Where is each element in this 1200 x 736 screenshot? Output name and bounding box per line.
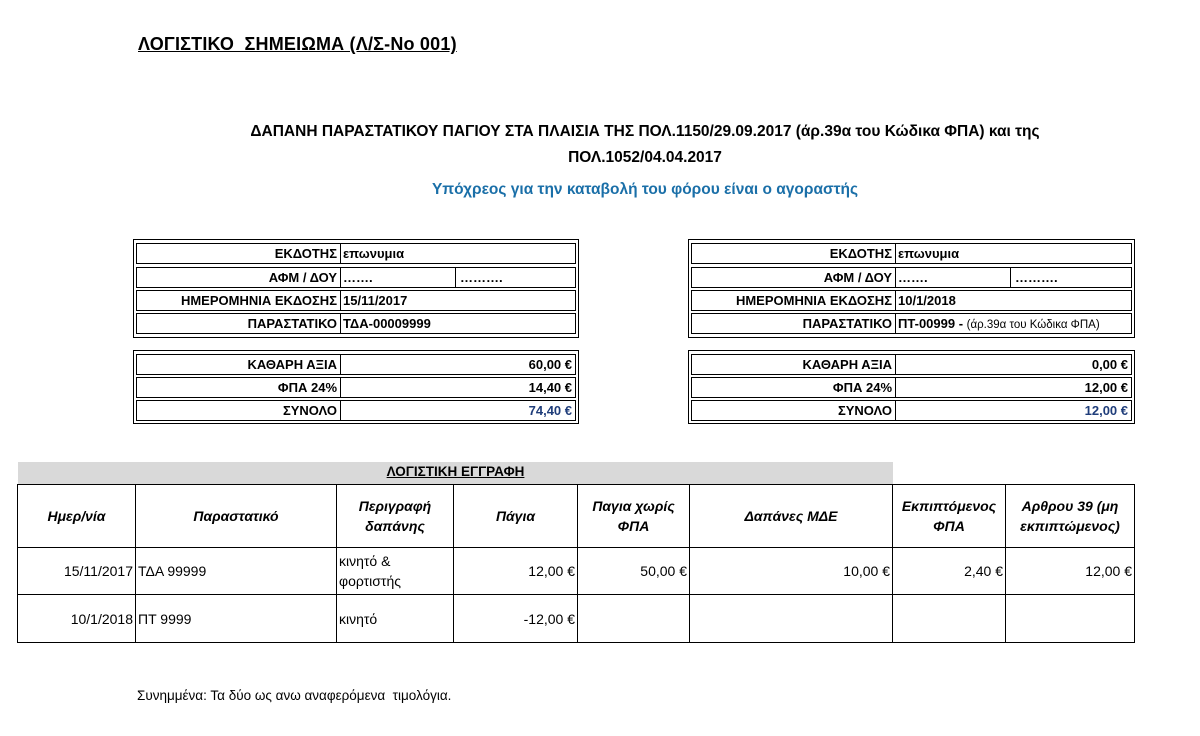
right-date-value: 10/1/2018 — [898, 293, 956, 308]
right-doc-value — [896, 314, 1100, 333]
right-totals-box — [688, 350, 1135, 424]
left-vat-value: 14,40 € — [528, 380, 572, 395]
right-afm-label: ΑΦΜ / ΔΟΥ — [692, 268, 896, 287]
left-afm-value: ……. — [343, 270, 373, 285]
left-net-label: ΚΑΘΑΡΗ ΑΞΙΑ — [137, 355, 341, 374]
right-doc-row — [691, 313, 1132, 334]
ledger-heading-bar — [18, 462, 893, 485]
cell-mde-expenses: 10,00 € — [690, 548, 893, 595]
table-row — [18, 548, 1135, 595]
right-afm-value: ……. — [898, 270, 928, 285]
right-net-label: ΚΑΘΑΡΗ ΑΞΙΑ — [692, 355, 896, 374]
cell-fixed-assets: -12,00 € — [454, 595, 578, 643]
cell-assets-no-vat: 50,00 € — [578, 548, 690, 595]
left-total-row — [136, 400, 576, 421]
right-total-value: 12,00 € — [1084, 403, 1128, 418]
cell-assets-no-vat — [578, 595, 690, 643]
right-doc-note: (άρ.39α του Κώδικα ΦΠΑ) — [966, 319, 1100, 331]
col-header-assets-no-vat: Παγια χωρίς ΦΠΑ — [578, 485, 690, 548]
cell-mde-expenses — [690, 595, 893, 643]
right-date-label: ΗΜΕΡΟΜΗΝΙΑ ΕΚΔΟΣΗΣ — [692, 291, 896, 310]
right-issuer-label: ΕΚΔΟΤΗΣ — [692, 244, 896, 263]
col-header-date: Ημερ/νία — [18, 485, 136, 548]
col-header-deductible-vat: Εκπιπτόμενος ΦΠΑ — [893, 485, 1006, 548]
left-date-row — [136, 290, 576, 311]
right-net-value: 0,00 € — [1091, 357, 1128, 372]
col-header-mde-expenses: Δαπάνες ΜΔΕ — [690, 485, 893, 548]
right-doc-number: ΠΤ-00999 - — [898, 316, 967, 331]
left-invoice-info-box — [133, 239, 579, 338]
left-doc-value: ΤΔΑ-00009999 — [343, 316, 431, 331]
right-afm-row — [691, 267, 1132, 288]
right-invoice-info-box — [688, 239, 1135, 338]
left-doc-row — [136, 313, 576, 334]
cell-deductible-vat — [893, 595, 1006, 643]
left-date-value: 15/11/2017 — [343, 293, 408, 308]
left-date-label: ΗΜΕΡΟΜΗΝΙΑ ΕΚΔΟΣΗΣ — [137, 291, 341, 310]
right-vat-value: 12,00 € — [1084, 380, 1128, 395]
right-issuer-value: επωνυμια — [898, 246, 960, 261]
left-issuer-value: επωνυμια — [343, 246, 405, 261]
left-totals-box — [133, 350, 579, 424]
ledger-header-row — [18, 485, 1135, 548]
cell-article-39: 12,00 € — [1006, 548, 1135, 595]
cell-fixed-assets: 12,00 € — [454, 548, 578, 595]
page-title: ΛΟΓΙΣΤΙΚΟ ΣΗΜΕΙΩΜΑ (Λ/Σ-Νο 001) — [138, 34, 457, 54]
left-issuer-label: ΕΚΔΟΤΗΣ — [137, 244, 341, 263]
cell-document: ΠΤ 9999 — [136, 595, 337, 643]
left-vat-label: ΦΠΑ 24% — [137, 378, 341, 397]
left-afm-label: ΑΦΜ / ΔΟΥ — [137, 268, 341, 287]
cell-document: ΤΔΑ 99999 — [136, 548, 337, 595]
col-header-description: Περιγραφή δαπάνης — [337, 485, 454, 548]
right-issuer-row — [691, 243, 1132, 264]
cell-description: κινητό — [337, 595, 454, 643]
ledger-heading: ΛΟΓΙΣΤΙΚΗ ΕΓΓΡΑΦΗ — [386, 464, 525, 479]
right-total-label: ΣΥΝΟΛΟ — [692, 401, 896, 420]
subtitle-line-2: ΠΟΛ.1052/04.04.2017 — [568, 149, 722, 166]
col-header-document: Παραστατικό — [136, 485, 337, 548]
attachments-note: Συνημμένα: Τα δύο ως ανω αναφερόμενα τιμολόγια. — [137, 688, 452, 703]
cell-deductible-vat: 2,40 € — [893, 548, 1006, 595]
col-header-fixed-assets: Πάγια — [454, 485, 578, 548]
cell-description: κινητό & φορτιστής — [337, 548, 454, 595]
right-vat-label: ΦΠΑ 24% — [692, 378, 896, 397]
tax-liability-note: Υπόχρεος για την καταβολή του φόρου είναι ο αγοραστής — [431, 181, 859, 198]
left-total-value: 74,40 € — [528, 403, 572, 418]
left-afm-row — [136, 267, 576, 288]
right-net-row — [691, 354, 1132, 375]
ledger-table — [17, 484, 1135, 643]
table-row — [18, 595, 1135, 643]
subtitle-line-1: ΔΑΠΑΝΗ ΠΑΡΑΣΤΑΤΙΚΟΥ ΠΑΓΙΟΥ ΣΤΑ ΠΛΑΙΣΙΑ ΤΗΣ ΠΟΛ.1150/29.09.2017 (άρ.39α του Κώδικα ΦΠΑ) και της — [250, 123, 1040, 140]
right-doy-value: ………. — [1015, 270, 1058, 285]
left-issuer-row — [136, 243, 576, 264]
col-header-article-39: Αρθρου 39 (μη εκπιπτώμενος) — [1006, 485, 1135, 548]
left-total-label: ΣΥΝΟΛΟ — [137, 401, 341, 420]
right-vat-row — [691, 377, 1132, 398]
left-net-value: 60,00 € — [528, 357, 572, 372]
left-vat-row — [136, 377, 576, 398]
cell-date: 10/1/2018 — [18, 595, 136, 643]
right-doc-label: ΠΑΡΑΣΤΑΤΙΚΟ — [692, 314, 896, 333]
cell-article-39 — [1006, 595, 1135, 643]
cell-date: 15/11/2017 — [18, 548, 136, 595]
left-doy-value: ………. — [460, 270, 503, 285]
left-doc-label: ΠΑΡΑΣΤΑΤΙΚΟ — [137, 314, 341, 333]
left-net-row — [136, 354, 576, 375]
right-total-row — [691, 400, 1132, 421]
right-date-row — [691, 290, 1132, 311]
